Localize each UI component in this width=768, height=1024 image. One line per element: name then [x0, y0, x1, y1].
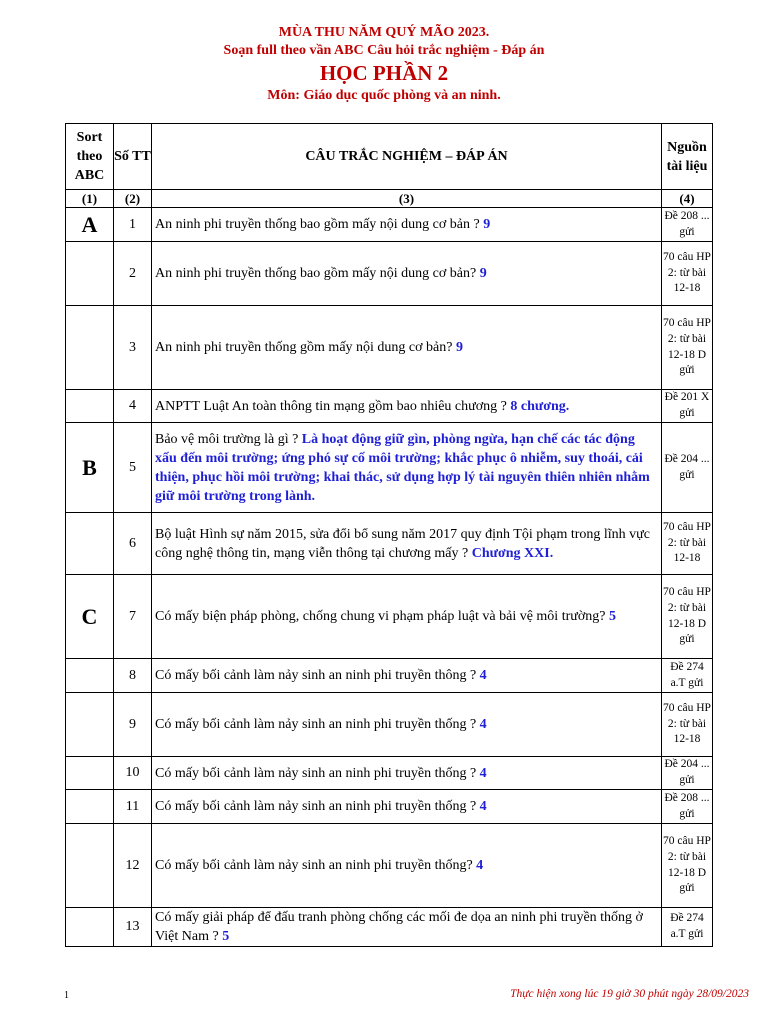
sort-letter [66, 908, 114, 947]
answer-text: Là hoạt động giữ gìn, phòng ngừa, hạn chế các tác động xấu đến môi trường; ứng phó sự cố môi trường; khắc phục ô nhiễm, suy thoái, cải thiện, phục hồi môi trường; khai thác, sử dụng hợp lý tài nguyên thiên nhiên nhằm giữ môi trường trong lành. [155, 431, 650, 504]
question-number: 9 [114, 693, 152, 757]
source-cell: Đề 204 ... gửi [662, 423, 713, 513]
answer-text: 4 [479, 799, 487, 814]
source-cell: 70 câu HP 2: từ bài 12-18 [662, 513, 713, 575]
sort-letter: C [66, 575, 114, 659]
table-row [66, 208, 713, 242]
source-cell: 70 câu HP 2: từ bài 12-18 D gửi [662, 824, 713, 908]
source-cell: 70 câu HP 2: từ bài 12-18 D gửi [662, 306, 713, 390]
question-number: 13 [114, 908, 152, 947]
question-number: 4 [114, 390, 152, 423]
question-number: 5 [114, 423, 152, 513]
source-cell: 70 câu HP 2: từ bài 12-18 [662, 693, 713, 757]
table-row [66, 575, 713, 659]
answer-text: 9 [479, 266, 487, 281]
source-cell: Đề 201 X gửi [662, 390, 713, 423]
sort-letter [66, 790, 114, 824]
answer-text: 4 [479, 668, 487, 683]
table-row [66, 757, 713, 790]
table-row [66, 790, 713, 824]
question-text: Có mấy bối cảnh làm nảy sinh an ninh phi truyền thông ? [155, 668, 477, 683]
answer-text: 9 [483, 217, 491, 232]
question-number: 7 [114, 575, 152, 659]
source-cell: Đề 208 ... gửi [662, 208, 713, 242]
col-number-2: (2) [114, 190, 152, 208]
table-row [66, 242, 713, 306]
question-text: Có mấy biện pháp phòng, chống chung vi phạm pháp luật và bải vệ môi trường? [155, 609, 606, 624]
question-number: 6 [114, 513, 152, 575]
season-title: MÙA THU NĂM QUÝ MÃO 2023. [278, 25, 490, 40]
table-header-row [66, 124, 713, 190]
source-cell: Đề 204 ... gửi [662, 757, 713, 790]
header-question: CÂU TRẮC NGHIỆM – ĐÁP ÁN [152, 124, 662, 190]
question-text: Có mấy giải pháp để đấu tranh phòng chống các mối đe dọa an ninh phi truyền thống ở Việt Nam ? [155, 910, 643, 944]
question-text: Có mấy bối cảnh làm nảy sinh an ninh phi truyền thống ? [155, 765, 477, 781]
question-text: Bảo vệ môi trường là gì ? [155, 431, 299, 447]
question-text: Có mấy bối cảnh làm nảy sinh an ninh phi truyền thống ? [155, 799, 477, 814]
question-text: ANPTT Luật An toàn thông tin mạng gồm bao nhiêu chương ? [155, 398, 507, 414]
question-text: An ninh phi truyền thống gồm mấy nội dung cơ bản? [155, 340, 453, 355]
question-cell [152, 208, 662, 242]
table-row [66, 908, 713, 947]
question-text: Bộ luật Hình sự năm 2015, sửa đổi bổ sung năm 2017 quy định Tội phạm trong lĩnh vực công nghệ thông tin, mạng viễn thông tại chương mấy ? [155, 526, 650, 561]
question-number: 8 [114, 659, 152, 693]
page-number: 1 [64, 990, 69, 1001]
question-table [65, 123, 713, 947]
sort-letter [66, 693, 114, 757]
answer-text: 4 [479, 717, 487, 732]
sort-letter [66, 242, 114, 306]
sort-letter [66, 306, 114, 390]
header-number: Số TT [114, 124, 152, 190]
answer-text: 4 [476, 858, 484, 873]
source-cell: 70 câu HP 2: từ bài 12-18 [662, 242, 713, 306]
question-number: 11 [114, 790, 152, 824]
question-cell [152, 693, 662, 757]
question-cell [152, 513, 662, 575]
answer-text: 5 [222, 929, 230, 944]
question-cell [152, 757, 662, 790]
sort-letter [66, 824, 114, 908]
question-text: Có mấy bối cảnh làm nảy sinh an ninh phi truyền thống? [155, 858, 473, 873]
subject-title: Môn: Giáo dục quốc phòng và an ninh. [267, 88, 501, 103]
module-title: HỌC PHẦN 2 [319, 61, 449, 85]
answer-text: 8 chương. [510, 398, 570, 414]
sort-letter [66, 659, 114, 693]
table-row [66, 659, 713, 693]
sort-letter: B [66, 423, 114, 513]
table-row [66, 306, 713, 390]
table-row [66, 513, 713, 575]
question-cell [152, 659, 662, 693]
col-number-3: (3) [152, 190, 662, 208]
question-text: An ninh phi truyền thống bao gồm mấy nội dung cơ bản? [155, 266, 477, 281]
header-source: Nguồn tài liệu [662, 124, 713, 190]
question-cell [152, 824, 662, 908]
subtitle: Soạn full theo vần ABC Câu hỏi trắc nghiệm - Đáp án [223, 43, 545, 58]
question-number: 10 [114, 757, 152, 790]
question-number: 12 [114, 824, 152, 908]
question-cell [152, 790, 662, 824]
question-cell [152, 423, 662, 513]
table-row [66, 824, 713, 908]
source-cell: Đề 274 a.T gửi [662, 908, 713, 947]
question-cell [152, 908, 662, 947]
col-number-4: (4) [662, 190, 713, 208]
source-cell: 70 câu HP 2: từ bài 12-18 D gửi [662, 575, 713, 659]
sort-letter [66, 513, 114, 575]
answer-text: 4 [479, 765, 487, 781]
sort-letter [66, 390, 114, 423]
question-number: 1 [114, 208, 152, 242]
table-row [66, 423, 713, 513]
question-cell [152, 390, 662, 423]
source-cell: Đề 208 ... gửi [662, 790, 713, 824]
answer-text: Chương XXI. [471, 545, 554, 561]
question-cell [152, 242, 662, 306]
header-sort: Sort theo ABC [66, 124, 114, 190]
table-row [66, 390, 713, 423]
question-text: An ninh phi truyền thống bao gồm mấy nội dung cơ bản ? [155, 217, 480, 232]
sort-letter: A [66, 208, 114, 242]
question-text: Có mấy bối cảnh làm nảy sinh an ninh phi truyền thống ? [155, 717, 477, 732]
question-number: 2 [114, 242, 152, 306]
answer-text: 9 [455, 340, 463, 355]
document-header [0, 24, 768, 106]
question-cell [152, 306, 662, 390]
answer-text: 5 [608, 609, 616, 624]
column-number-row [66, 190, 713, 208]
col-number-1: (1) [66, 190, 114, 208]
table-row [66, 693, 713, 757]
source-cell: Đề 274 a.T gửi [662, 659, 713, 693]
completion-note: Thực hiện xong lúc 19 giờ 30 phút ngày 28/09/2023 [510, 988, 749, 1000]
sort-letter [66, 757, 114, 790]
question-cell [152, 575, 662, 659]
question-number: 3 [114, 306, 152, 390]
